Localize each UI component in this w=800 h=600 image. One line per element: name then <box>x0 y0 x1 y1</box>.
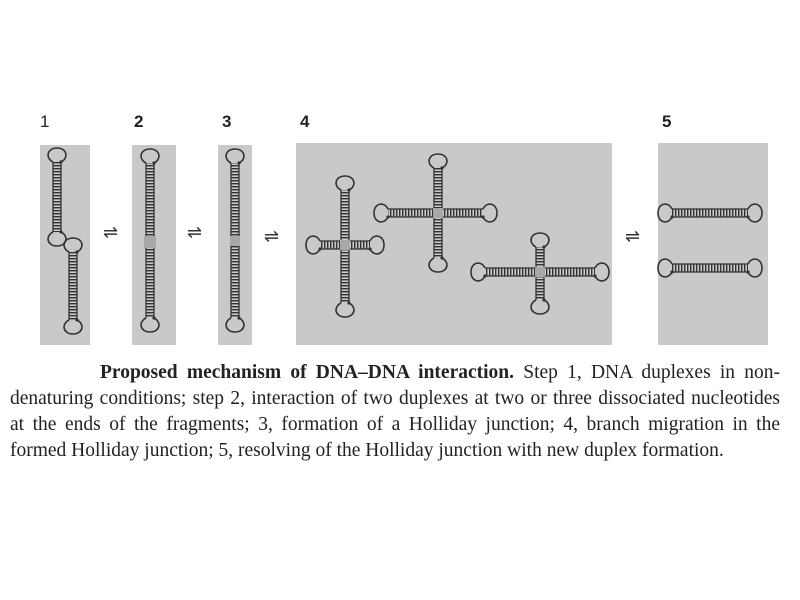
step1-duplex-a-loop-bottom-end <box>59 230 62 233</box>
step4-cross-c-loop-down <box>531 300 549 314</box>
step4-cross-b-arm-left-rungs <box>388 209 433 217</box>
step4-cross-c-junction <box>535 267 545 277</box>
step5-duplex-b-loop-right-end <box>746 270 749 273</box>
step4-cross-b-arm-up-rungs <box>434 168 442 208</box>
step2-duplex-loop-bottom <box>141 318 159 332</box>
step4-cross-a-arm-left-rungs <box>320 241 340 249</box>
step4-cross-b-arm-right-rungs <box>443 209 483 217</box>
step4-cross-a-loop-right-end <box>368 247 371 250</box>
step4-cross-b-loop-right <box>483 204 497 222</box>
step3-junction <box>230 236 240 246</box>
step5-duplex-b-loop-left-end <box>670 270 673 273</box>
step4-cross-b-loop-right-end <box>481 215 484 218</box>
step4-cross-c-loop-right <box>595 263 609 281</box>
step1-duplex-a-loop-bottom <box>48 232 66 246</box>
step4-cross-b-junction <box>433 208 443 218</box>
step1-duplex-b-rungs <box>69 252 77 320</box>
step5-duplex-b-loop-right <box>748 259 762 277</box>
step4-cross-a-loop-right <box>370 236 384 254</box>
equilibrium-arrow-4-5: ⇌ <box>625 226 641 247</box>
step4-cross-a-arm-up-rungs <box>341 190 349 240</box>
step3-duplex-loop-top-end <box>237 161 240 164</box>
step5-duplex-a-loop-right-end <box>746 215 749 218</box>
step4-cross-c-arm-up-rungs <box>536 247 544 267</box>
step4-cross-a-loop-down-end <box>347 301 350 304</box>
step-label-4: 4 <box>300 112 310 131</box>
step1-duplex-a-loop-top-end <box>59 160 62 163</box>
caption-title: Proposed mechanism of DNA–DNA interaction. <box>100 362 515 383</box>
step4-cross-a-loop-up-end <box>347 188 350 191</box>
step4-cross-b-loop-up-end <box>440 166 443 169</box>
step4-cross-b-loop-down-end <box>440 256 443 259</box>
step4-cross-c-loop-down-end <box>542 298 545 301</box>
step-label-1: 1 <box>40 112 50 131</box>
step4-cross-a-loop-up <box>336 176 354 190</box>
step4-cross-c-loop-right-end <box>593 274 596 277</box>
equilibrium-arrow-3-4: ⇌ <box>264 226 280 247</box>
step1-duplex-a-loop-top <box>48 148 66 162</box>
step5-duplex-a-rungs <box>672 209 748 217</box>
step3-duplex-loop-bottom <box>226 318 244 332</box>
step4-cross-c-arm-right-rungs <box>545 268 595 276</box>
step5-duplex-a-loop-right <box>748 204 762 222</box>
step4-cross-b-loop-left-end <box>386 215 389 218</box>
step4-cross-a-loop-down <box>336 303 354 317</box>
step4-cross-c-arm-left-rungs <box>485 268 535 276</box>
step3-duplex-loop-top <box>226 149 244 163</box>
step4-cross-a-loop-left-end <box>318 247 321 250</box>
step1-duplex-b-loop-bottom <box>64 320 82 334</box>
step2-duplex-loop-top-end <box>152 161 155 164</box>
step2-duplex-loop-bottom-end <box>152 316 155 319</box>
caption-body: Step 1, DNA duplexes in non-denaturing conditions; step 2, interaction of two duplexes at two or three dissociated nucleotides at the ends of the fragments; 3, formation of a Holliday junction; 4, branch migration in the formed Holliday junction; 5, resolving of the Holliday junction with new duplex formation. <box>10 362 780 461</box>
step4-cross-c-loop-up <box>531 233 549 247</box>
step5-duplex-b-rungs <box>672 264 748 272</box>
step4-cross-c-loop-left <box>471 263 485 281</box>
step2-contact <box>144 236 156 248</box>
equilibrium-arrow-1-2: ⇌ <box>103 222 119 243</box>
step5-duplex-a-loop-left <box>658 204 672 222</box>
step5-duplex-a-loop-left-end <box>670 215 673 218</box>
figure-caption <box>10 360 780 464</box>
step4-cross-c-loop-left-end <box>483 274 486 277</box>
equilibrium-arrow-2-3: ⇌ <box>187 222 203 243</box>
step4-cross-b-loop-down <box>429 258 447 272</box>
step-label-2: 2 <box>134 112 144 131</box>
step4-cross-c-arm-down-rungs <box>536 277 544 300</box>
step4-cross-b-arm-down-rungs <box>434 218 442 258</box>
step3-duplex-loop-bottom-end <box>237 316 240 319</box>
step1-duplex-a-rungs <box>53 162 61 232</box>
step1-duplex-b-loop-bottom-end <box>75 318 78 321</box>
step4-cross-b-loop-left <box>374 204 388 222</box>
step1-duplex-b-loop-top-end <box>75 250 78 253</box>
step4-cross-a-junction <box>340 240 350 250</box>
step4-cross-a-arm-right-rungs <box>350 241 370 249</box>
step2-duplex-loop-top <box>141 149 159 163</box>
step1-duplex-b-loop-top <box>64 238 82 252</box>
step5-duplex-b-loop-left <box>658 259 672 277</box>
step-label-3: 3 <box>222 112 232 131</box>
step4-cross-a-arm-down-rungs <box>341 250 349 303</box>
step4-cross-c-loop-up-end <box>542 245 545 248</box>
step4-cross-a-loop-left <box>306 236 320 254</box>
step4-cross-b-loop-up <box>429 154 447 168</box>
step-label-5: 5 <box>662 112 672 131</box>
